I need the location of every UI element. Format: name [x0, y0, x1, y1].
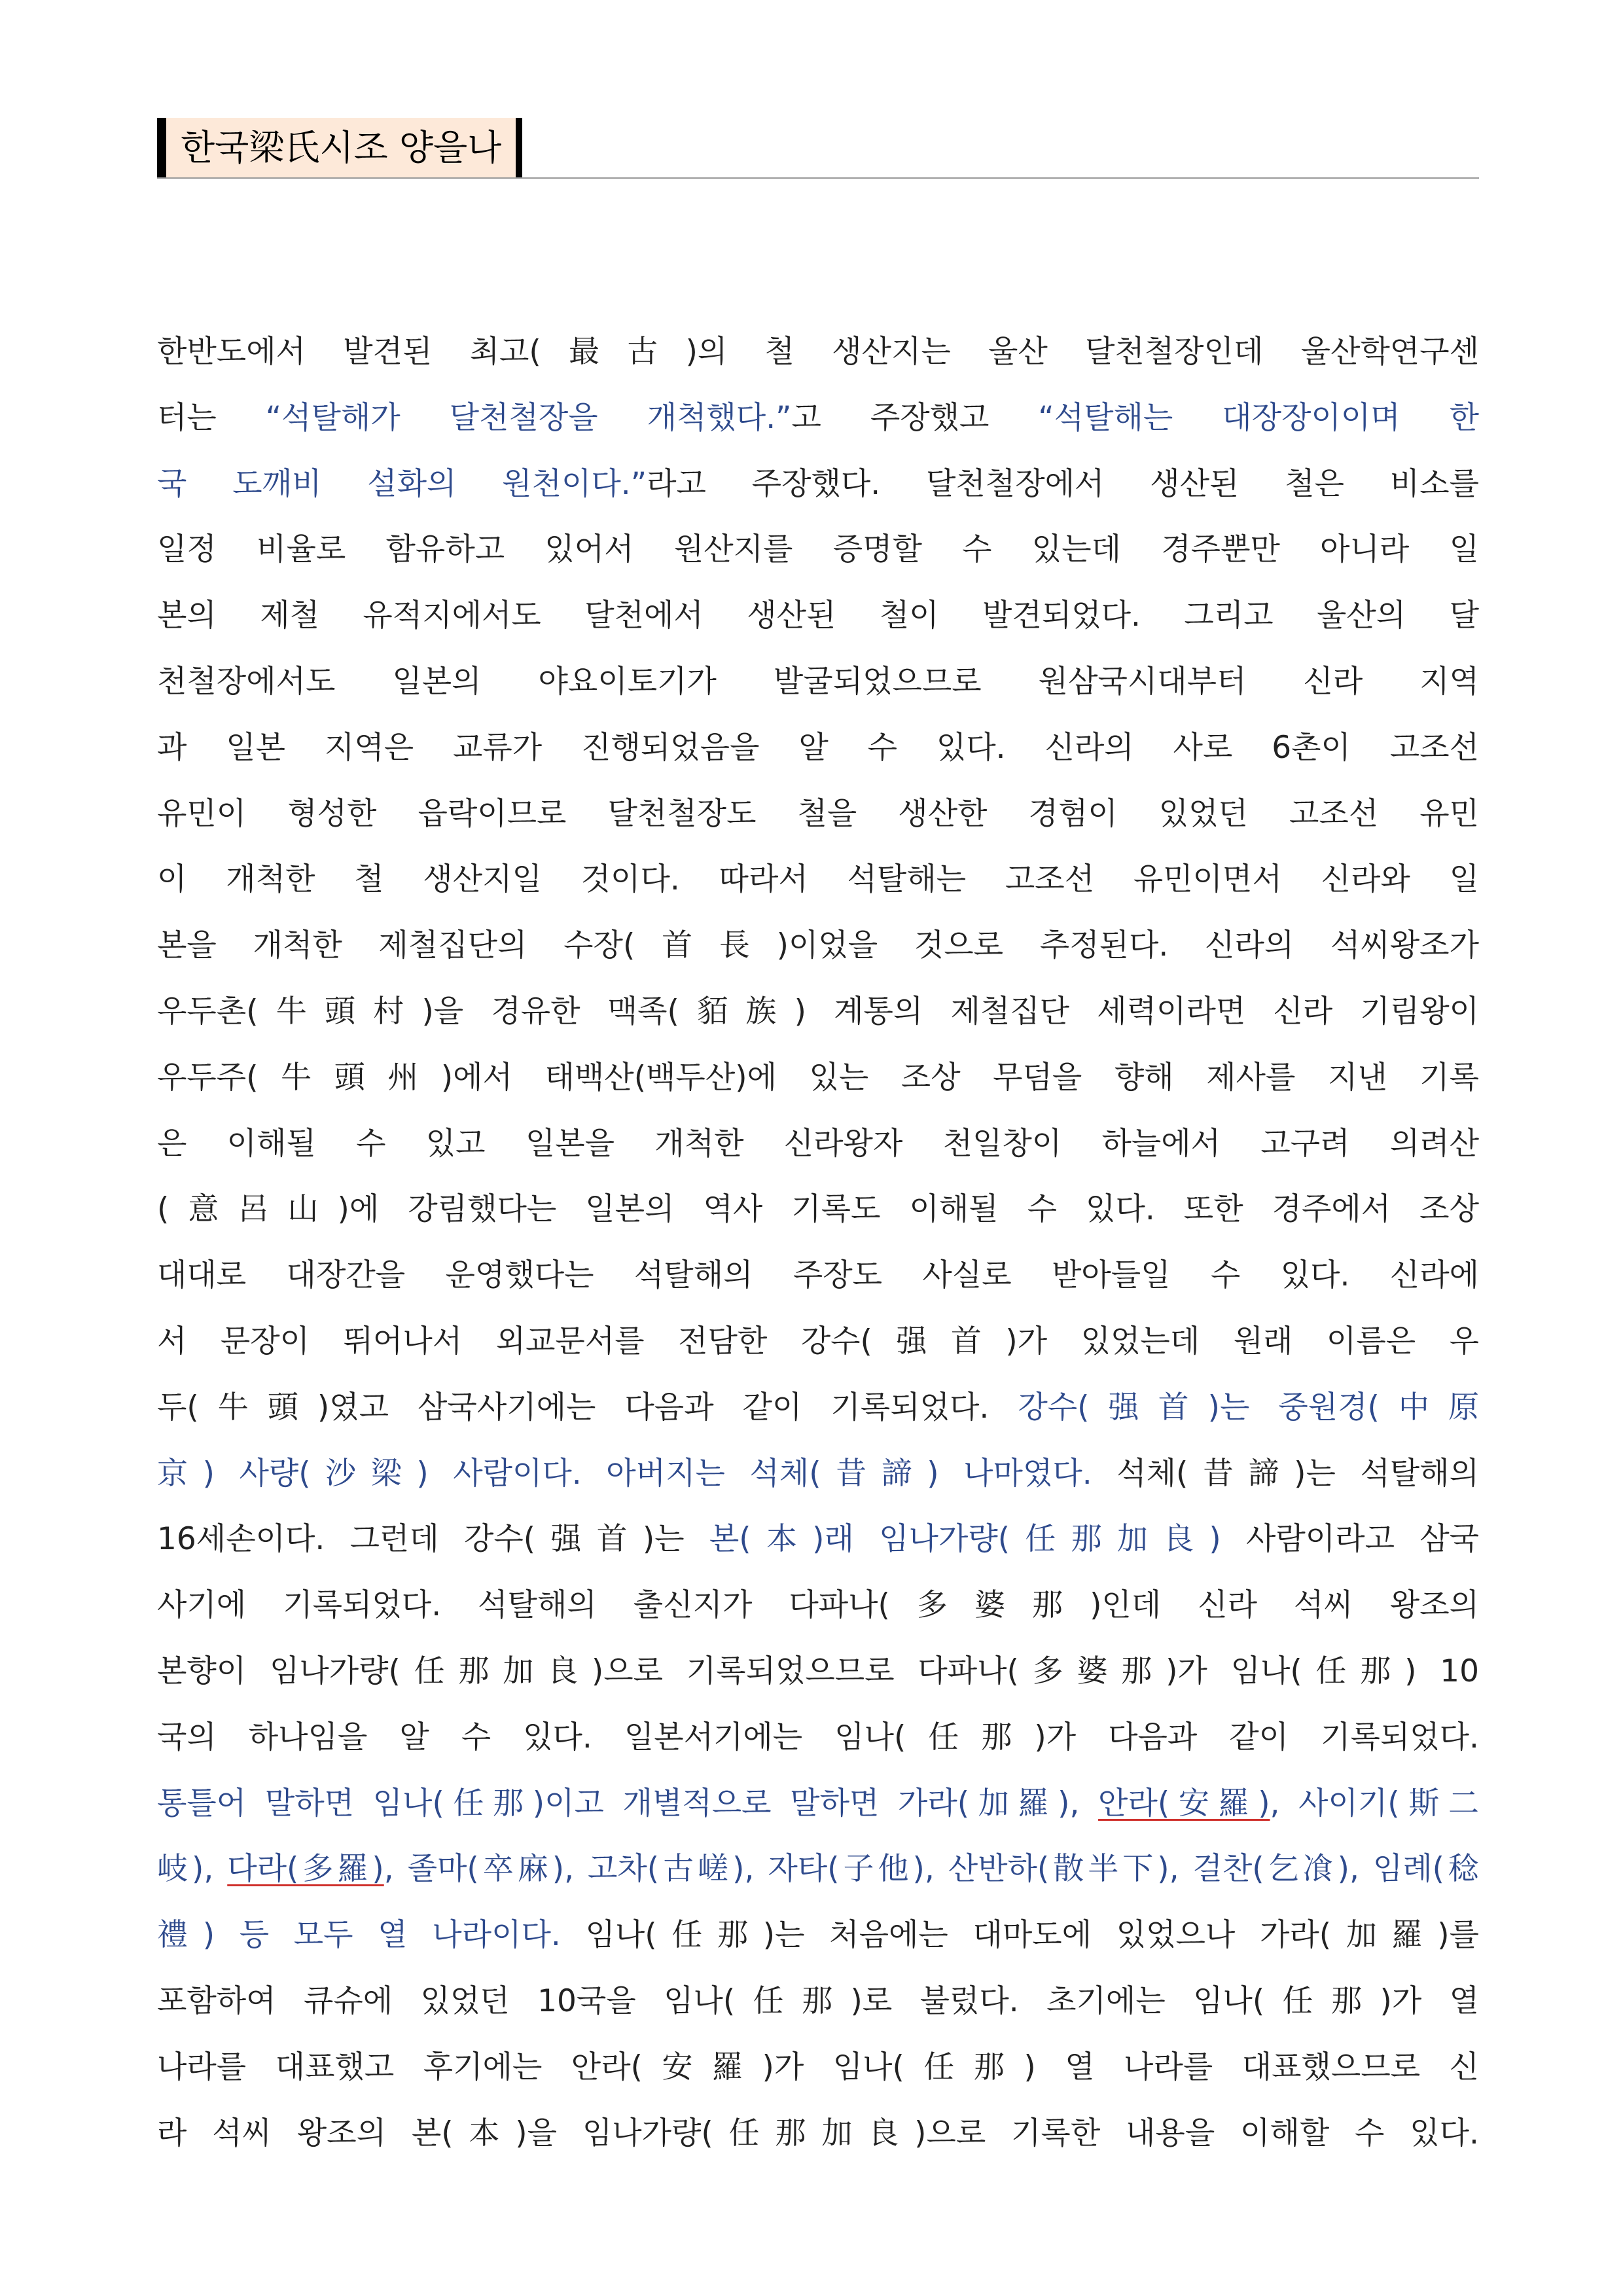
underlined-quote-segment: 안라(安羅) — [1098, 1785, 1270, 1821]
body-line — [157, 583, 1479, 649]
body-line — [157, 452, 1479, 518]
quote-segment: 禮) 등 모두 열 나라이다. — [157, 1917, 561, 1954]
body-line — [157, 1111, 1479, 1177]
quote-segment: , 졸마(卒麻), 고차(古嵯), 자타(子他), 산반하(散半下), 걸찬(乞飡), 임례(稔 — [383, 1851, 1480, 1888]
body-text — [157, 319, 1479, 2166]
body-line — [157, 1243, 1479, 1309]
body-line — [157, 1573, 1479, 1639]
body-line — [157, 319, 1479, 386]
body-line — [157, 913, 1479, 979]
text-segment: 서 문장이 뛰어나서 외교문서를 전담한 강수(强首)가 있었는데 원래 이름은 우 — [157, 1323, 1479, 1359]
text-segment: 과 일본 지역은 교류가 진행되었음을 알 수 있다. 신라의 사로 6촌이 고조선 — [157, 729, 1479, 766]
text-segment: 우두주(牛頭州)에서 태백산(백두산)에 있는 조상 무덤을 향해 제사를 지낸 기록 — [157, 1059, 1479, 1096]
quote-segment: 본(本)래 임나가량(任那加良) — [709, 1521, 1221, 1558]
page-title: 한국梁氏시조 양을나 — [181, 127, 502, 168]
body-line — [157, 847, 1479, 913]
body-line — [157, 1837, 1479, 1903]
quote-segment: 국 도깨비 설화의 원천이다.” — [157, 465, 647, 502]
text-segment: 석체(昔諦)는 석탈해의 — [1092, 1455, 1479, 1492]
body-line — [157, 649, 1479, 715]
quote-segment: 岐), — [157, 1851, 228, 1888]
text-segment: 유민이 형성한 읍락이므로 달천철장도 철을 생산한 경험이 있었던 고조선 유민 — [157, 795, 1479, 832]
text-segment: 국의 하나임을 알 수 있다. 일본서기에는 임나(任那)가 다음과 같이 기록되었다. — [157, 1719, 1479, 1755]
text-segment: 라고 주장했다. 달천철장에서 생산된 철은 비소를 — [647, 465, 1479, 502]
body-line — [157, 1375, 1479, 1441]
quote-segment: “석탈해가 달천철장을 개척했다.” — [265, 399, 792, 436]
text-segment: 고 주장했고 — [791, 399, 1039, 436]
quote-segment: , 사이기(斯二 — [1270, 1785, 1479, 1821]
text-segment: 천철장에서도 일본의 야요이토기가 발굴되었으므로 원삼국시대부터 신라 지역 — [157, 663, 1479, 700]
body-line — [157, 1507, 1479, 1573]
body-line — [157, 1639, 1479, 1705]
title-block — [157, 118, 1479, 181]
body-line — [157, 2101, 1479, 2167]
quote-segment: 통틀어 말하면 임나(任那)이고 개별적으로 말하면 가라(加羅), — [157, 1785, 1099, 1821]
body-line — [157, 781, 1479, 848]
body-line — [157, 1177, 1479, 1243]
body-line — [157, 1045, 1479, 1111]
text-segment: 본을 개척한 제철집단의 수장(首長)이었을 것으로 추정된다. 신라의 석씨왕조가 — [157, 927, 1479, 964]
body-line — [157, 2035, 1479, 2101]
body-line — [157, 517, 1479, 583]
quote-segment: 강수(强首)는 중원경(中原 — [1018, 1389, 1479, 1426]
text-segment: (意呂山)에 강림했다는 일본의 역사 기록도 이해될 수 있다. 또한 경주에서 조상 — [157, 1191, 1479, 1228]
body-line — [157, 979, 1479, 1045]
text-segment: 16세손이다. 그런데 강수(强首)는 — [157, 1521, 709, 1558]
text-segment: 사람이라고 삼국 — [1221, 1521, 1480, 1558]
text-segment: 라 석씨 왕조의 본(本)을 임나가량(任那加良)으로 기록한 내용을 이해할 수 있다. — [157, 2115, 1479, 2151]
body-line — [157, 1903, 1479, 1969]
body-line — [157, 1309, 1479, 1375]
text-segment: 은 이해될 수 있고 일본을 개척한 신라왕자 천일창이 하늘에서 고구려 의려산 — [157, 1125, 1480, 1162]
text-segment: 일정 비율로 함유하고 있어서 원산지를 증명할 수 있는데 경주뿐만 아니라 일 — [157, 531, 1479, 568]
body-line — [157, 386, 1479, 452]
text-segment: 한반도에서 발견된 최고(最古)의 철 생산지는 울산 달천철장인데 울산학연구센 — [157, 334, 1479, 370]
text-segment: 터는 — [157, 399, 266, 436]
title-box — [157, 118, 522, 178]
body-line — [157, 1441, 1479, 1507]
text-segment: 포함하여 큐슈에 있었던 10국을 임나(任那)로 불렀다. 초기에는 임나(任那)가 열 — [157, 1982, 1479, 2019]
body-line — [157, 1771, 1479, 1837]
text-segment: 나라를 대표했고 후기에는 안라(安羅)가 임나(任那) 열 나라를 대표했으므로 신 — [157, 2049, 1479, 2085]
body-line — [157, 715, 1479, 781]
text-segment: 대대로 대장간을 운영했다는 석탈해의 주장도 사실로 받아들일 수 있다. 신라에 — [157, 1257, 1479, 1294]
text-segment: 본향이 임나가량(任那加良)으로 기록되었으므로 다파나(多婆那)가 임나(任那) 10 — [157, 1653, 1479, 1689]
underlined-quote-segment: 다라(多羅) — [227, 1851, 384, 1888]
text-segment: 두(牛頭)였고 삼국사기에는 다음과 같이 기록되었다. — [157, 1389, 1018, 1426]
text-segment: 사기에 기록되었다. 석탈해의 출신지가 다파나(多婆那)인데 신라 석씨 왕조의 — [157, 1587, 1479, 1624]
text-segment: 임나(任那)는 처음에는 대마도에 있었으나 가라(加羅)를 — [560, 1917, 1479, 1954]
body-line — [157, 1969, 1479, 2035]
quote-segment: 京) 사량(沙梁) 사람이다. 아버지는 석체(昔諦) 나마였다. — [157, 1455, 1092, 1492]
text-segment: 본의 제철 유적지에서도 달천에서 생산된 철이 발견되었다. 그리고 울산의 달 — [157, 598, 1479, 634]
body-line — [157, 1705, 1479, 1771]
text-segment: 우두촌(牛頭村)을 경유한 맥족(貊族) 계통의 제철집단 세력이라면 신라 기림왕이 — [157, 993, 1479, 1030]
quote-segment: “석탈해는 대장장이이며 한 — [1038, 399, 1480, 436]
title-underline-rule — [157, 177, 1479, 179]
text-segment: 이 개척한 철 생산지일 것이다. 따라서 석탈해는 고조선 유민이면서 신라와 일 — [157, 861, 1479, 898]
